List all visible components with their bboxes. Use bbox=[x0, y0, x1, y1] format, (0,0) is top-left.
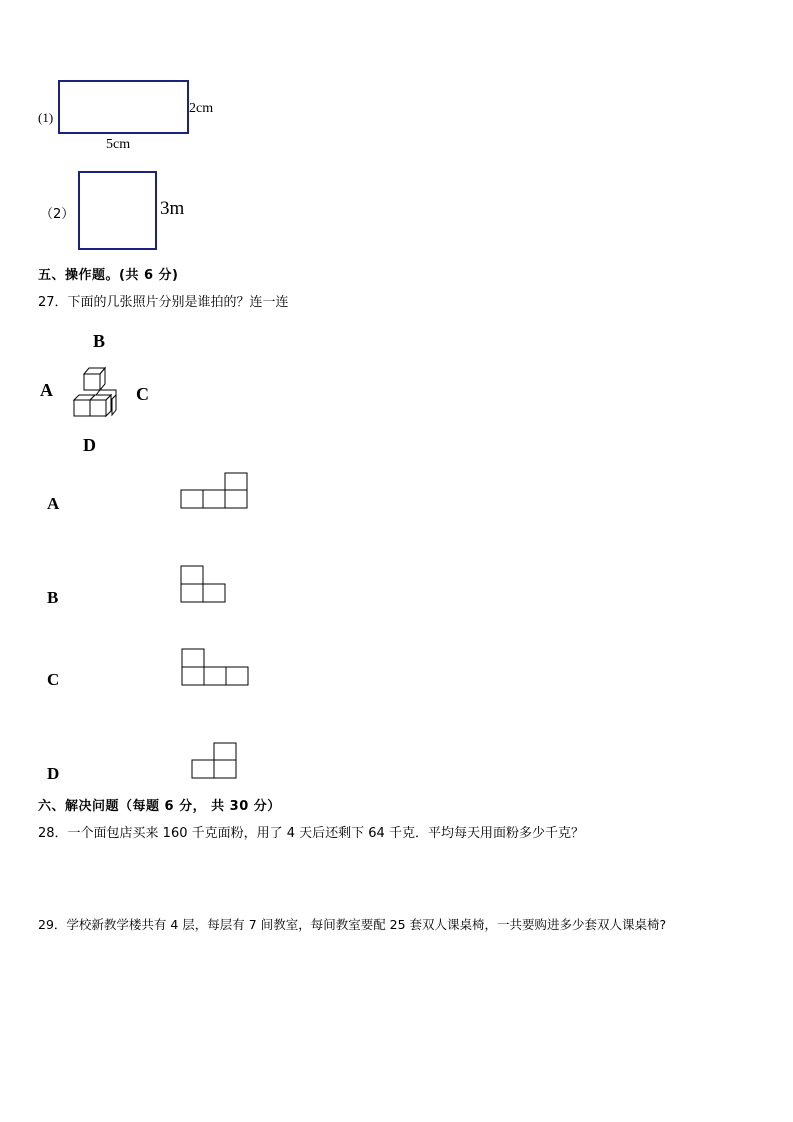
question-28: 28．一个面包店买来 160 千克面粉，用了 4 天后还剩下 64 千克．平均每天用面粉多少千克？ bbox=[38, 826, 584, 841]
option-d-label: D bbox=[47, 764, 60, 783]
option-b-view-drawing bbox=[180, 565, 228, 603]
rectangle-width-label: 5cm bbox=[106, 137, 131, 152]
option-c-label: C bbox=[47, 670, 60, 689]
figure-2-label: （2） bbox=[40, 207, 75, 222]
view-label-top: B bbox=[93, 331, 106, 351]
square-figure bbox=[78, 171, 157, 250]
rectangle-height-label: 2cm bbox=[189, 101, 214, 116]
view-label-right: C bbox=[136, 384, 149, 404]
section-five-title: 五、操作题。(共 6 分) bbox=[38, 268, 179, 283]
question-27: 27．下面的几张照片分别是谁拍的？连一连 bbox=[38, 295, 289, 310]
section-six-title: 六、解决问题（每题 6 分， 共 30 分） bbox=[38, 799, 281, 814]
option-a-view-drawing bbox=[180, 472, 250, 509]
square-side-label: 3m bbox=[160, 198, 185, 219]
rectangle-figure bbox=[58, 80, 189, 134]
figure-1-label: (1) bbox=[38, 110, 54, 125]
option-d-view-drawing bbox=[191, 742, 239, 779]
view-label-left: A bbox=[40, 380, 53, 400]
view-label-bottom: D bbox=[83, 435, 96, 455]
question-29: 29．学校新教学楼共有 4 层，每层有 7 间教室，每间教室要配 25 套双人课桌椅，一共要购进多少套双人课桌椅? bbox=[38, 917, 667, 932]
cube-stack-drawing bbox=[70, 364, 120, 420]
option-c-view-drawing bbox=[181, 648, 251, 686]
option-b-label: B bbox=[47, 588, 59, 607]
option-a-label: A bbox=[47, 494, 60, 513]
